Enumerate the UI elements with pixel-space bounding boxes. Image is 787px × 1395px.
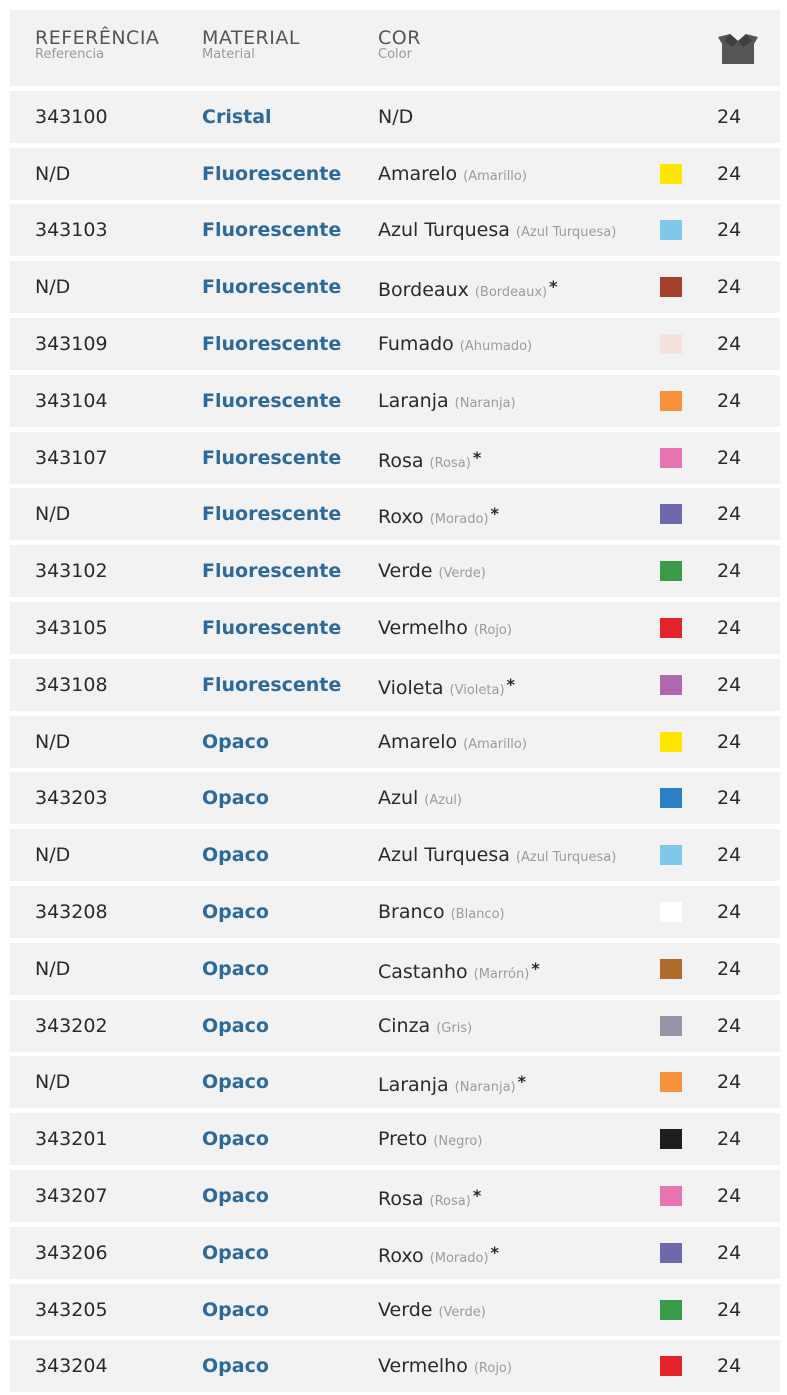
header-color-sublabel: Color — [378, 47, 412, 62]
color-swatch — [660, 448, 682, 468]
color-swatch — [660, 675, 682, 695]
row-quantity: 24 — [717, 900, 742, 923]
row-color-name: Branco — [378, 900, 445, 923]
row-quantity: 24 — [717, 105, 742, 128]
row-color-star: * — [490, 1242, 499, 1262]
row-ref: 343204 — [35, 1355, 108, 1378]
row-ref: N/D — [35, 1071, 71, 1094]
row-color-name: Vermelho — [378, 616, 468, 639]
table-row — [10, 1284, 780, 1336]
row-ref: 343206 — [35, 1241, 108, 1264]
row-color — [378, 772, 462, 824]
color-swatch — [660, 391, 682, 411]
row-color-translation: (Violeta) — [449, 682, 505, 698]
row-color — [378, 204, 616, 256]
row-color — [378, 318, 532, 370]
row-ref: 343102 — [35, 560, 108, 583]
table-row — [10, 659, 780, 711]
row-color-name: Azul Turquesa — [378, 844, 510, 867]
row-color — [378, 602, 512, 654]
row-quantity: 24 — [717, 446, 742, 469]
row-color-translation: (Morado) — [429, 512, 489, 528]
row-color-name: Rosa — [378, 449, 424, 472]
table-row — [10, 545, 780, 597]
row-material[interactable]: Fluorescente — [202, 332, 342, 355]
row-color-translation: (Marrón) — [473, 966, 530, 982]
color-swatch — [660, 1356, 682, 1376]
row-material[interactable]: Fluorescente — [202, 560, 342, 583]
row-color — [378, 148, 527, 200]
row-quantity: 24 — [717, 389, 742, 412]
color-swatch — [660, 1072, 682, 1092]
row-material[interactable]: Opaco — [202, 957, 269, 980]
row-color-name: Azul — [378, 787, 419, 810]
row-quantity: 24 — [717, 162, 742, 185]
table-header — [10, 10, 780, 86]
row-color — [378, 545, 486, 597]
row-color-translation: (Rojo) — [473, 622, 512, 638]
row-material[interactable]: Fluorescente — [202, 389, 342, 412]
color-swatch — [660, 845, 682, 865]
color-swatch — [660, 164, 682, 184]
row-color-translation: (Negro) — [433, 1134, 483, 1150]
table-row — [10, 375, 780, 427]
row-color-name: Roxo — [378, 1244, 424, 1267]
row-color — [378, 1113, 482, 1165]
row-color-translation: (Naranja) — [454, 1080, 516, 1096]
row-ref: 343109 — [35, 332, 108, 355]
color-swatch — [660, 618, 682, 638]
table-row — [10, 772, 780, 824]
row-color-name: Azul Turquesa — [378, 219, 510, 242]
row-material[interactable]: Fluorescente — [202, 616, 342, 639]
row-ref: N/D — [35, 730, 71, 753]
row-color-name: Bordeaux — [378, 279, 469, 302]
row-color-translation: (Verde) — [438, 1304, 486, 1320]
row-material[interactable]: Opaco — [202, 1355, 269, 1378]
color-swatch — [660, 1186, 682, 1206]
row-color — [378, 1284, 486, 1336]
color-swatch — [660, 504, 682, 524]
row-quantity: 24 — [717, 957, 742, 980]
row-quantity: 24 — [717, 787, 742, 810]
color-swatch — [660, 732, 682, 752]
row-ref: N/D — [35, 957, 71, 980]
header-ref — [35, 28, 159, 62]
row-color-translation: (Blanco) — [450, 906, 505, 922]
row-color-star: * — [472, 1185, 482, 1205]
row-quantity: 24 — [717, 332, 742, 355]
row-color-star: * — [517, 1072, 526, 1092]
row-ref: 343208 — [35, 900, 108, 923]
row-ref: N/D — [35, 276, 71, 299]
row-color-translation: (Rojo) — [473, 1361, 512, 1377]
color-swatch — [660, 902, 682, 922]
row-color-star: * — [549, 277, 558, 297]
row-color-translation: (Morado) — [429, 1250, 489, 1266]
row-color-name: Preto — [378, 1128, 428, 1151]
table-row — [10, 1113, 780, 1165]
row-color-star: * — [506, 674, 515, 694]
table-row — [10, 488, 780, 540]
color-swatch — [660, 1016, 682, 1036]
row-quantity: 24 — [717, 503, 742, 526]
header-color — [378, 28, 421, 62]
row-ref: 343108 — [35, 673, 108, 696]
table-row — [10, 602, 780, 654]
table-row — [10, 204, 780, 256]
row-color — [378, 1000, 472, 1052]
row-color-name: Rosa — [378, 1187, 424, 1210]
row-ref: N/D — [35, 844, 71, 867]
row-color-translation: (Amarillo) — [463, 736, 527, 752]
row-material[interactable]: Fluorescente — [202, 162, 342, 185]
row-material[interactable]: Opaco — [202, 1184, 269, 1207]
header-material — [202, 28, 300, 62]
row-quantity: 24 — [717, 844, 742, 867]
row-color-name: Violeta — [378, 676, 444, 699]
row-color-name: N/D — [378, 105, 414, 128]
row-material[interactable]: Fluorescente — [202, 276, 342, 299]
row-quantity: 24 — [717, 1241, 742, 1264]
row-color — [378, 716, 527, 768]
row-ref: N/D — [35, 162, 71, 185]
row-quantity: 24 — [717, 673, 742, 696]
row-material[interactable]: Opaco — [202, 730, 269, 753]
table-row — [10, 1056, 780, 1108]
row-ref: 343201 — [35, 1128, 108, 1151]
row-color-name: Amarelo — [378, 162, 458, 185]
color-swatch — [660, 1300, 682, 1320]
row-color-name: Laranja — [378, 389, 449, 412]
header-color-label: COR — [378, 27, 421, 49]
color-swatch — [660, 561, 682, 581]
row-color — [378, 375, 516, 427]
row-color-translation: (Amarillo) — [463, 168, 527, 184]
color-swatch — [660, 277, 682, 297]
row-color-name: Cinza — [378, 1014, 431, 1037]
row-quantity: 24 — [717, 1355, 742, 1378]
table-row — [10, 432, 780, 484]
row-color — [378, 659, 515, 711]
row-color — [378, 1056, 526, 1108]
color-swatch — [660, 334, 682, 354]
row-quantity: 24 — [717, 616, 742, 639]
row-color-name: Vermelho — [378, 1355, 468, 1378]
row-color-name: Roxo — [378, 506, 424, 529]
table-row — [10, 1227, 780, 1279]
row-quantity: 24 — [717, 730, 742, 753]
table-row — [10, 261, 780, 313]
box-icon — [716, 32, 760, 66]
row-material[interactable]: Opaco — [202, 1298, 269, 1321]
row-ref: 343203 — [35, 787, 108, 810]
color-swatch — [660, 220, 682, 240]
table-row — [10, 148, 780, 200]
row-color-translation: (Bordeaux) — [474, 285, 548, 301]
row-color — [378, 1170, 481, 1222]
row-color-name: Laranja — [378, 1074, 449, 1097]
color-reference-table — [10, 10, 780, 1392]
color-swatch — [660, 959, 682, 979]
row-ref: 343105 — [35, 616, 108, 639]
row-color-name: Amarelo — [378, 730, 458, 753]
row-color — [378, 91, 413, 143]
row-color-translation: (Azul Turquesa) — [515, 850, 617, 866]
row-quantity: 24 — [717, 1071, 742, 1094]
row-color-translation: (Azul) — [424, 793, 463, 809]
row-color-translation: (Naranja) — [454, 395, 516, 411]
row-color — [378, 488, 499, 540]
row-material[interactable]: Cristal — [202, 105, 272, 128]
row-color-star: * — [490, 504, 499, 524]
row-material[interactable]: Fluorescente — [202, 219, 342, 242]
row-color-translation: (Rosa) — [429, 1193, 471, 1209]
row-ref: 343107 — [35, 446, 108, 469]
row-material[interactable]: Opaco — [202, 787, 269, 810]
row-color-translation: (Rosa) — [429, 455, 471, 471]
row-quantity: 24 — [717, 1014, 742, 1037]
table-row — [10, 318, 780, 370]
color-swatch — [660, 1243, 682, 1263]
table-body — [10, 91, 780, 1393]
row-ref: 343207 — [35, 1184, 108, 1207]
header-ref-sublabel: Referencia — [35, 47, 105, 62]
row-quantity: 24 — [717, 219, 742, 242]
row-ref: 343202 — [35, 1014, 108, 1037]
table-row — [10, 716, 780, 768]
row-material[interactable]: Opaco — [202, 1014, 269, 1037]
row-ref: 343205 — [35, 1298, 108, 1321]
row-ref: 343103 — [35, 219, 108, 242]
table-row — [10, 1000, 780, 1052]
row-color — [378, 261, 557, 313]
row-color-star: * — [472, 447, 482, 467]
row-color-star: * — [531, 958, 540, 978]
row-quantity: 24 — [717, 1184, 742, 1207]
row-color — [378, 1227, 499, 1279]
row-ref: N/D — [35, 503, 71, 526]
row-color-name: Fumado — [378, 332, 454, 355]
row-color — [378, 829, 616, 881]
row-material[interactable]: Fluorescente — [202, 673, 342, 696]
row-color-translation: (Azul Turquesa) — [515, 225, 617, 241]
row-color — [378, 943, 540, 995]
row-material[interactable]: Fluorescente — [202, 446, 342, 469]
row-material[interactable]: Fluorescente — [202, 503, 342, 526]
row-material[interactable]: Opaco — [202, 1241, 269, 1264]
row-color-translation: (Ahumado) — [459, 338, 533, 354]
row-color — [378, 886, 505, 938]
row-material[interactable]: Opaco — [202, 1128, 269, 1151]
row-color — [378, 432, 481, 484]
row-color-name: Castanho — [378, 960, 468, 983]
row-material[interactable]: Opaco — [202, 1071, 269, 1094]
table-row — [10, 886, 780, 938]
row-color-name: Verde — [378, 1298, 433, 1321]
header-ref-label: REFERÊNCIA — [35, 27, 160, 49]
table-row — [10, 943, 780, 995]
row-quantity: 24 — [717, 1128, 742, 1151]
table-row — [10, 91, 780, 143]
row-color-translation: (Gris) — [436, 1020, 473, 1036]
table-row — [10, 829, 780, 881]
row-material[interactable]: Opaco — [202, 900, 269, 923]
row-ref: 343100 — [35, 105, 108, 128]
row-color-translation: (Verde) — [438, 566, 486, 582]
row-quantity: 24 — [717, 1298, 742, 1321]
color-swatch — [660, 788, 682, 808]
row-material[interactable]: Opaco — [202, 844, 269, 867]
header-material-sublabel: Material — [202, 47, 255, 62]
color-swatch — [660, 1129, 682, 1149]
row-quantity: 24 — [717, 276, 742, 299]
row-ref: 343104 — [35, 389, 108, 412]
table-row — [10, 1170, 780, 1222]
header-material-label: MATERIAL — [202, 27, 300, 49]
row-color-name: Verde — [378, 560, 433, 583]
row-quantity: 24 — [717, 560, 742, 583]
